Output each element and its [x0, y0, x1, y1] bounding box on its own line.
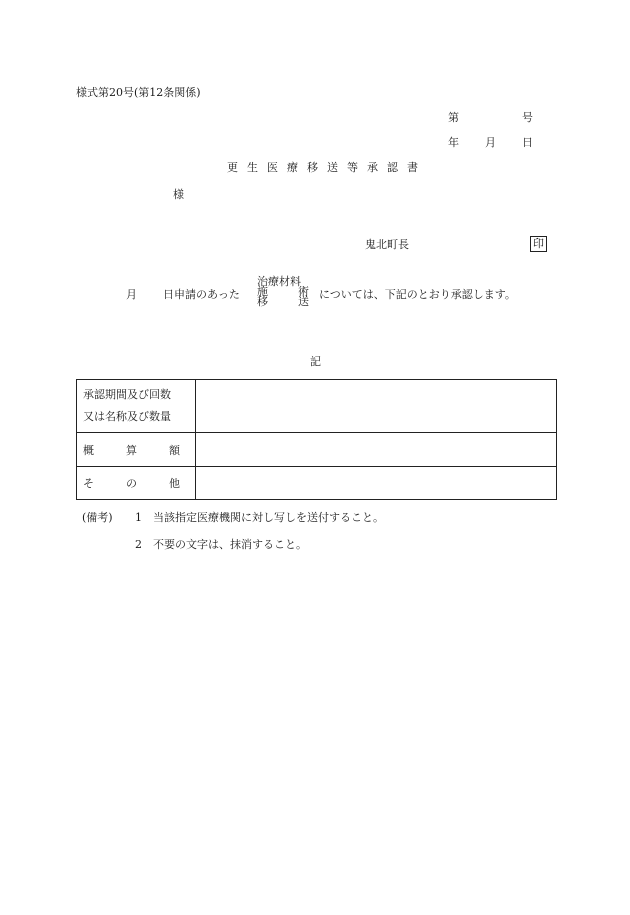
date-day: 日	[522, 136, 533, 149]
note-1-text: 当該指定医療機関に対し写しを送付すること。	[153, 511, 384, 524]
option-so: 送	[298, 295, 309, 308]
body-rest: については、下記のとおり承認します。	[319, 288, 516, 301]
date-month: 月	[485, 136, 496, 149]
label-other-2: の	[126, 477, 137, 490]
body-day-text: 日申請のあった	[163, 288, 240, 301]
value-other[interactable]	[196, 467, 557, 500]
seal-stamp: 印	[530, 236, 547, 252]
label-line2: 又は名称及び数量	[83, 410, 171, 423]
addressee-sama: 様	[173, 188, 184, 201]
value-estimate[interactable]	[196, 433, 557, 467]
table-row	[77, 467, 557, 500]
document-title: 更生医療移送等承認書	[227, 161, 427, 174]
ki-heading: 記	[310, 355, 321, 368]
label-other	[77, 467, 196, 500]
label-estimate-3: 額	[169, 443, 180, 457]
issuer: 鬼北町長	[365, 238, 409, 251]
approval-table	[76, 379, 557, 500]
note-1-number: 1	[135, 511, 142, 524]
label-other-3: 他	[169, 477, 180, 490]
option-jutsu: 術	[298, 285, 309, 298]
table-row	[77, 380, 557, 433]
notes-label: (備考)	[82, 511, 113, 524]
option-chiryo-zairyo: 治療材料	[257, 275, 301, 288]
body-month: 月	[126, 288, 137, 301]
option-se: 施	[257, 285, 268, 298]
value-period-count[interactable]	[196, 380, 557, 433]
note-2-text: 不要の文字は、抹消すること。	[153, 538, 307, 551]
label-estimate-1: 概	[83, 443, 94, 457]
option-stack	[257, 277, 309, 307]
label-other-1: そ	[83, 477, 94, 490]
label-line1: 承認期間及び回数	[83, 388, 171, 401]
label-estimate-2: 算	[126, 443, 137, 457]
date-year: 年	[448, 136, 459, 149]
option-i: 移	[257, 295, 268, 308]
table-row	[77, 433, 557, 467]
ref-go: 号	[522, 111, 533, 124]
label-period-count	[77, 380, 196, 433]
form-number: 様式第20号(第12条関係)	[76, 86, 201, 99]
note-2-number: 2	[135, 538, 142, 551]
label-estimate	[77, 433, 196, 467]
ref-dai: 第	[448, 111, 459, 124]
